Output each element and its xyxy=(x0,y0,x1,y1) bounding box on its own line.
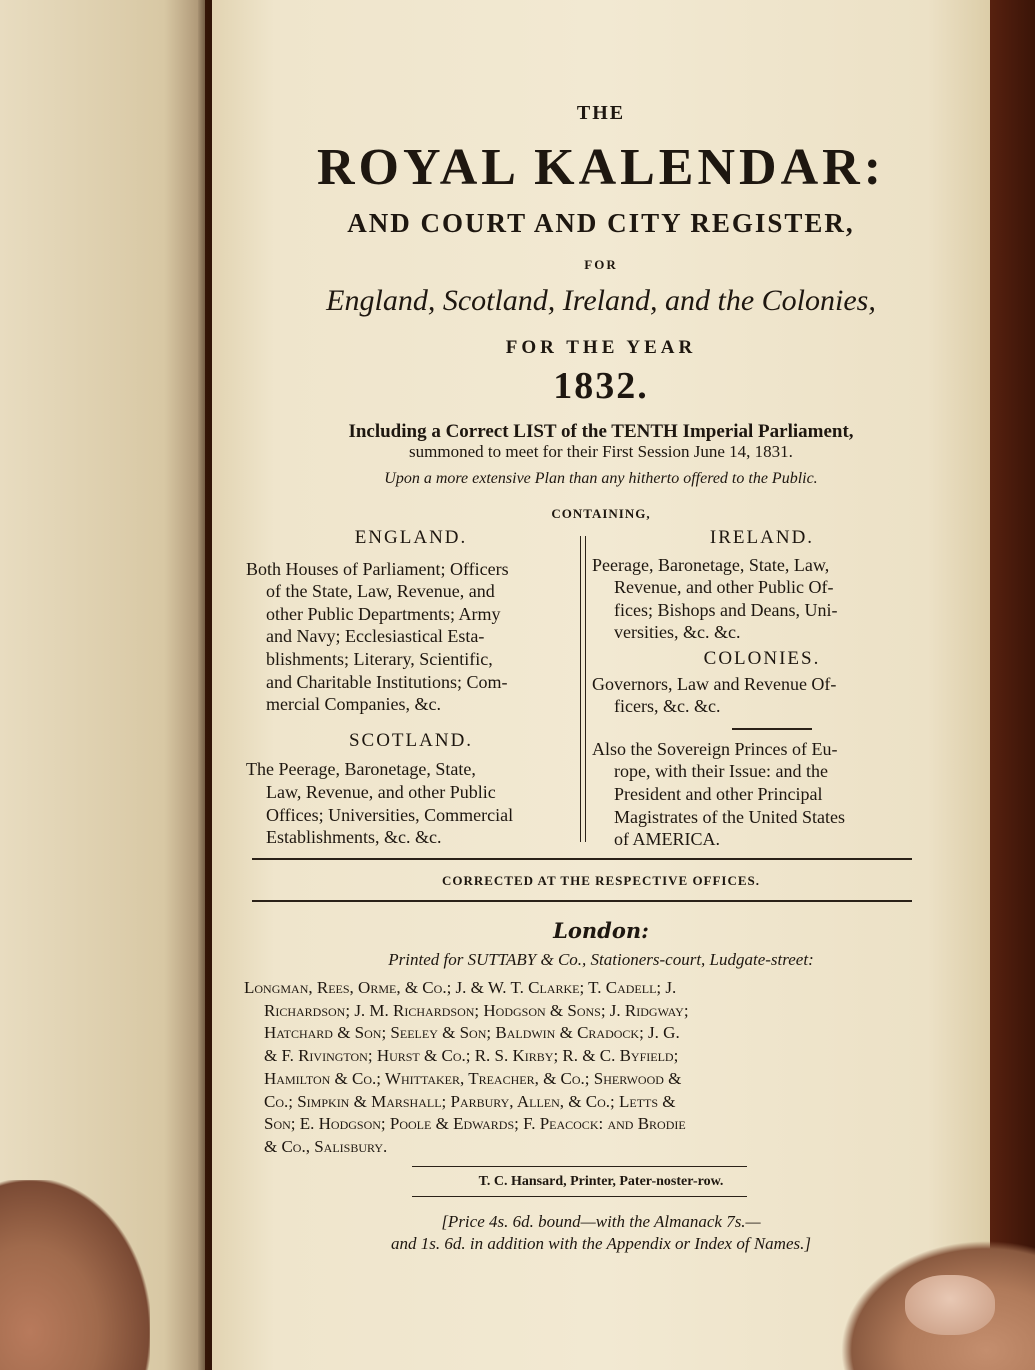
price-line-2: and 1s. 6d. in addition with the Appendix or Index of Names.] xyxy=(391,1234,811,1253)
ireland-heading: IRELAND. xyxy=(709,527,815,548)
england-line: and Charitable Institutions; Com- xyxy=(266,671,508,692)
subtitle: AND COURT AND CITY REGISTER, xyxy=(347,208,855,238)
including-line-2: summoned to meet for their First Session June 14, 1831. xyxy=(409,442,793,461)
left-column xyxy=(246,527,576,849)
including-line-3: Upon a more extensive Plan than any hitherto offered to the Public. xyxy=(384,470,818,487)
publishers-line: Longman, Rees, Orme, & Co.; J. & W. T. Clarke; T. Cadell; J. xyxy=(244,978,677,997)
containing: CONTAINING, xyxy=(551,506,651,521)
year: 1832. xyxy=(553,365,649,407)
title-for: FOR xyxy=(584,257,618,272)
england-line: mercial Companies, &c. xyxy=(266,694,441,715)
colonies-rule xyxy=(732,728,812,730)
ireland-line: versities, &c. &c. xyxy=(614,622,741,643)
printed-for: Printed for SUTTABY & Co., Stationers-court, Ludgate-street: xyxy=(388,950,814,969)
including-line-1: Including a Correct LIST of the TENTH Imperial Parliament, xyxy=(348,421,854,442)
printer-rule xyxy=(412,1166,747,1167)
also-line: President and other Principal xyxy=(614,783,823,804)
london-imprint: London: xyxy=(553,918,649,943)
england-line: other Public Departments; Army xyxy=(266,603,501,624)
book-cover-right xyxy=(985,0,1035,1370)
scotland-line: Establishments, &c. &c. xyxy=(266,827,442,848)
rule-top xyxy=(252,858,912,860)
for-the-year: FOR THE YEAR xyxy=(505,337,697,358)
publishers-line: Hatchard & Son; Seeley & Son; Baldwin & Cradock; J. G. xyxy=(264,1023,680,1043)
scotland-line: Offices; Universities, Commercial xyxy=(266,804,514,825)
corrected-line: CORRECTED AT THE RESPECTIVE OFFICES. xyxy=(441,873,761,888)
england-line: Both Houses of Parliament; Officers xyxy=(246,558,509,579)
england-line: and Navy; Ecclesiastical Esta- xyxy=(266,626,485,647)
ireland-line: Peerage, Baronetage, State, Law, xyxy=(592,554,830,575)
colonies-line: ficers, &c. &c. xyxy=(614,696,721,717)
thumb-left xyxy=(0,1180,150,1370)
ireland-line: Revenue, and other Public Of- xyxy=(614,577,834,598)
title-page xyxy=(212,0,990,1370)
title-main: ROYAL KALENDAR: xyxy=(316,139,886,196)
thumbnail-nail xyxy=(905,1275,995,1335)
regions-line: England, Scotland, Ireland, and the Colonies, xyxy=(326,284,876,317)
facing-page xyxy=(0,0,205,1370)
publishers-list xyxy=(244,977,944,1159)
column-divider xyxy=(580,536,586,842)
publishers-line: & Co., Salisbury. xyxy=(264,1136,388,1156)
price-line-1: [Price 4s. 6d. bound—with the Almanack 7s.— xyxy=(441,1212,761,1231)
scotland-heading: SCOTLAND. xyxy=(348,729,474,751)
also-line: of AMERICA. xyxy=(614,829,721,850)
publishers-line: & F. Rivington; Hurst & Co.; R. S. Kirby; R. & C. Byfield; xyxy=(264,1046,679,1066)
right-column xyxy=(592,527,932,851)
publishers-line: Co.; Simpkin & Marshall; Parbury, Allen, & Co.; Letts & xyxy=(264,1091,676,1111)
england-line: blishments; Literary, Scientific, xyxy=(266,648,493,669)
publishers-line: Son; E. Hodgson; Poole & Edwards; F. Peacock: and Brodie xyxy=(264,1114,686,1134)
publishers-line: Richardson; J. M. Richardson; Hodgson & Sons; J. Ridgway; xyxy=(264,1000,689,1020)
also-line: rope, with their Issue: and the xyxy=(614,761,828,782)
england-line: of the State, Law, Revenue, and xyxy=(266,581,495,602)
colonies-heading: COLONIES. xyxy=(703,647,821,669)
colonies-line: Governors, Law and Revenue Of- xyxy=(592,673,837,694)
scotland-line: The Peerage, Baronetage, State, xyxy=(246,759,476,780)
title-the: THE xyxy=(576,102,626,124)
england-heading: ENGLAND. xyxy=(354,527,468,548)
printer-line: T. C. Hansard, Printer, Pater-noster-row. xyxy=(478,1174,724,1189)
rule-bottom xyxy=(252,900,912,902)
also-line: Also the Sovereign Princes of Eu- xyxy=(592,738,838,759)
ireland-line: fices; Bishops and Deans, Uni- xyxy=(614,599,838,620)
publishers-line: Hamilton & Co.; Whittaker, Treacher, & Co.; Sherwood & xyxy=(264,1068,682,1088)
printer-rule-bottom xyxy=(412,1196,747,1197)
also-line: Magistrates of the United States xyxy=(614,806,845,827)
scotland-line: Law, Revenue, and other Public xyxy=(266,781,496,802)
